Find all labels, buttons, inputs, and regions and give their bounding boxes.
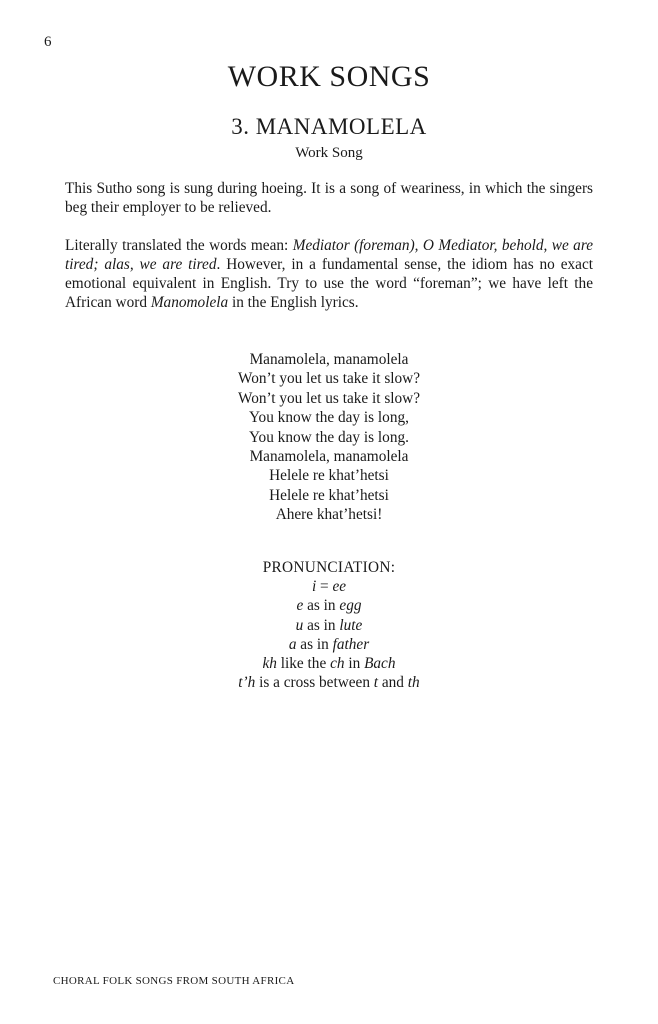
example: lute: [339, 616, 363, 634]
connector: =: [316, 578, 333, 596]
pronunciation-line: [0, 596, 658, 615]
sound: u: [295, 616, 304, 634]
intro-text: in the English lyrics.: [228, 294, 359, 311]
lyric-line: Manamolela, manamolela: [249, 448, 409, 466]
pronunciation-heading: PRONUNCIATION:: [262, 559, 396, 576]
intro-paragraph-1: This Sutho song is sung during hoeing. It is a song of weariness, in which the singers beg their employer to be relieved.: [65, 180, 593, 216]
lyric-line: Ahere khat’hetsi!: [275, 506, 383, 524]
sound: e: [296, 597, 304, 615]
intro-text: . However, in a fundamental sense, the idiom has no exact emotional equivalent in English. Try to use the word “foreman”; we have left the African word: [65, 256, 594, 311]
connector: and: [378, 674, 408, 692]
pronunciation-line: [0, 654, 658, 673]
connector: as in: [296, 635, 333, 653]
connector: like the: [276, 655, 331, 673]
lyric-line: Helele re khat’hetsi: [269, 467, 389, 485]
pronunciation-line: [0, 616, 658, 635]
connector: in: [344, 655, 365, 673]
lyric-line: You know the day is long,: [249, 409, 409, 427]
example: egg: [339, 597, 362, 615]
example: ch: [330, 655, 345, 673]
lyric-line: You know the day is long.: [249, 428, 409, 446]
example: ee: [332, 578, 347, 596]
lyric-line: Won’t you let us take it slow?: [237, 370, 421, 388]
connector: as in: [303, 597, 340, 615]
section-title: WORK SONGS: [227, 60, 431, 93]
pronunciation-guide: [0, 558, 658, 692]
intro-text: Literally translated the words mean:: [65, 237, 293, 254]
intro-paragraph-2: [65, 236, 593, 312]
connector: as in: [303, 616, 340, 634]
pronunciation-line: [0, 635, 658, 654]
sound: a: [288, 635, 297, 653]
connector: is a cross between: [255, 674, 374, 692]
pronunciation-line: [0, 577, 658, 596]
lyric-line: Helele re khat’hetsi: [269, 486, 389, 504]
lyric-line: Won’t you let us take it slow?: [237, 389, 421, 407]
song-subtitle: Work Song: [295, 145, 363, 161]
sound: kh: [262, 655, 277, 673]
example: t: [373, 674, 379, 692]
lyrics-block: [0, 350, 658, 525]
pronunciation-line: [0, 673, 658, 692]
page-number: 6: [44, 34, 52, 50]
literal-translation: Mediator (foreman), O Mediator, behold, we are tired; alas, we are tired: [65, 237, 594, 273]
african-word: Manomolela: [150, 294, 229, 311]
example: th: [407, 674, 420, 692]
sound: t’h: [238, 674, 256, 692]
running-footer: CHORAL FOLK SONGS FROM SOUTH AFRICA: [53, 975, 295, 987]
example: Bach: [364, 655, 396, 673]
lyric-line: Manamolela, manamolela: [249, 351, 409, 368]
example: father: [332, 635, 370, 653]
sound: i: [311, 578, 317, 596]
song-title: 3. MANAMOLELA: [231, 114, 427, 139]
